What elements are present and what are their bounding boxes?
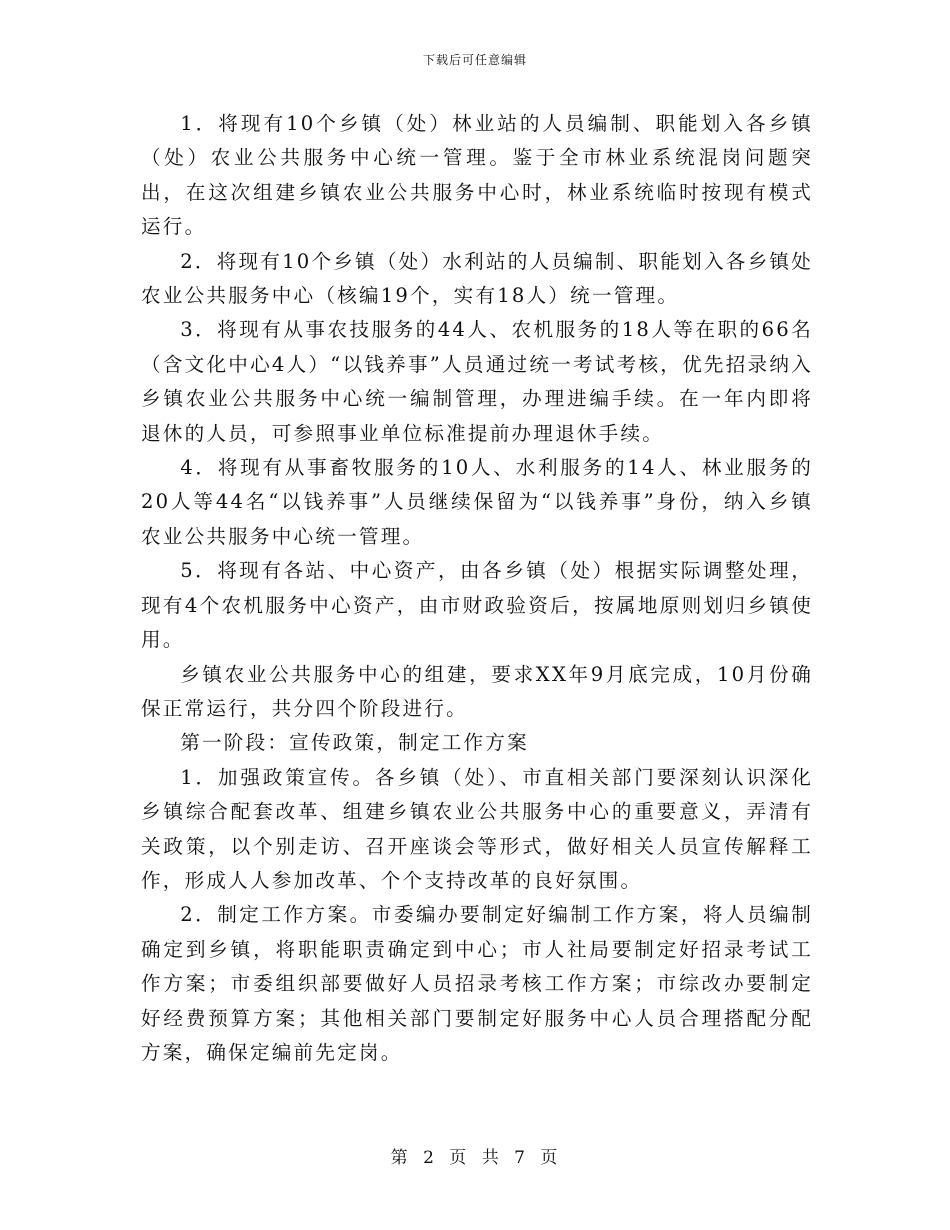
- document-body: [141, 107, 813, 1070]
- section-heading-stage-one: 第一阶段：宣传政策，制定工作方案: [180, 731, 529, 755]
- paragraph-item-5: 5．将现有各站、中心资产，由各乡镇（处）根据实际调整处理，现有4个农机服务中心资产，由市财政验资后，按属地原则划归乡镇使用。: [141, 559, 813, 652]
- page-number-footer: 第 2 页 共 7 页: [390, 1148, 560, 1168]
- paragraph-publicity: 1．加强政策宣传。各乡镇（处）、市直相关部门要深刻认识深化乡镇综合配套改革、组建乡镇农业公共服务中心的重要意义，弄清有关政策，以个别走访、召开座谈会等形式，做好相关人员宣传解释工作，形成人人参加改革、个个支持改革的良好氛围。: [141, 765, 813, 892]
- paragraph-item-4: 4．将现有从事畜牧服务的10人、水利服务的14人、林业服务的20人等44名“以钱养事”人员继续保留为“以钱养事”身份，纳入乡镇农业公共服务中心统一管理。: [141, 456, 813, 548]
- paragraph-item-1: 1．将现有10个乡镇（处）林业站的人员编制、职能划入各乡镇（处）农业公共服务中心统一管理。鉴于全市林业系统混岗问题突出，在这次组建乡镇农业公共服务中心时，林业系统临时按现有模式运行。: [141, 112, 813, 239]
- paragraph-item-3: 3．将现有从事农技服务的44人、农机服务的18人等在职的66名（含文化中心4人）“以钱养事”人员通过统一考试考核，优先招录纳入乡镇农业公共服务中心统一编制管理，办理进编手续。在一年内即将退休的人员，可参照事业单位标准提前办理退休手续。: [141, 318, 813, 445]
- paragraph-work-plan: 2．制定工作方案。市委编办要制定好编制工作方案，将人员编制确定到乡镇，将职能职责确定到中心；市人社局要制定好招录考试工作方案；市委组织部要做好人员招录考核工作方案；市综改办要制定好经费预算方案；其他相关部门要制定好服务中心人员合理搭配分配方案，确保定编前先定岗。: [141, 903, 813, 1064]
- page-header: 下载后可任意编辑: [422, 53, 527, 67]
- paragraph-item-2: 2．将现有10个乡镇（处）水利站的人员编制、职能划入各乡镇处农业公共服务中心（核编19个，实有18人）统一管理。: [141, 249, 813, 308]
- paragraph-schedule: 乡镇农业公共服务中心的组建，要求XX年9月底完成，10月份确保正常运行，共分四个阶段进行。: [141, 662, 813, 720]
